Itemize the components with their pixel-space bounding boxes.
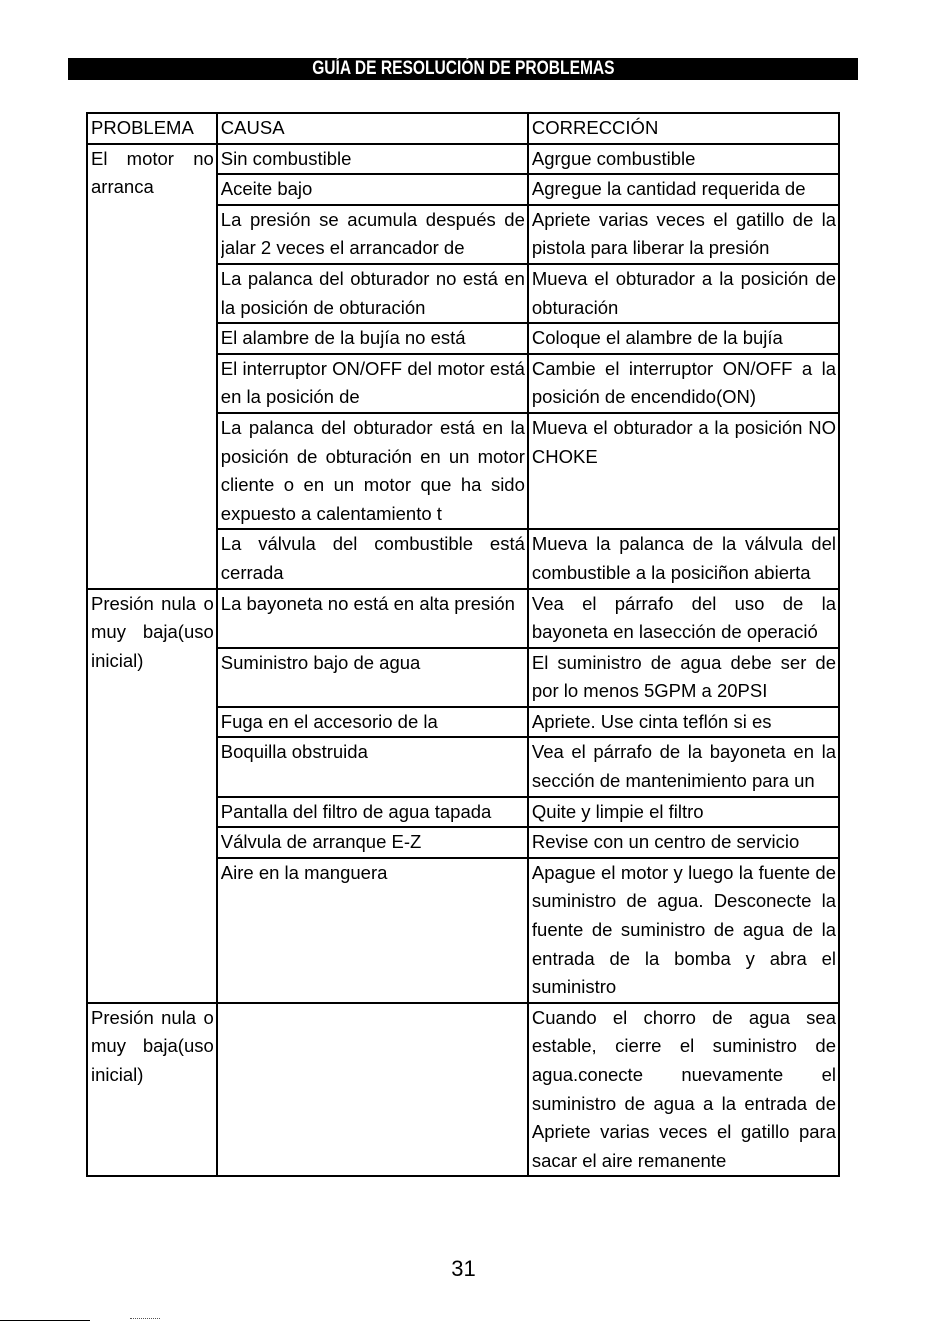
cause-text: Sin combustible <box>220 147 352 169</box>
correction-text: Mueva el obturador a la posición NO CHOKE <box>531 416 836 467</box>
page-number: 31 <box>451 1256 476 1281</box>
cause-text: La palanca del obturador está en la posición de obturación en un motor cliente o en un motor que ha sido expuesto a calentamiento t <box>220 416 525 524</box>
cause-cell <box>217 827 528 858</box>
problem-text: Presión nula o muy baja(uso inicial) <box>91 1006 214 1086</box>
cause-cell <box>217 648 528 707</box>
cause-cell <box>217 858 528 1003</box>
problem-text: Presión nula o muy baja(uso inicial) <box>91 592 214 671</box>
header-correction: CORRECCIÓN <box>528 113 839 144</box>
correction-text: Apriete varias veces el gatillo de la pistola para liberar la presión <box>531 208 836 259</box>
correction-cell <box>528 323 839 354</box>
cause-text: Aire en la manguera <box>220 861 388 883</box>
cause-cell <box>217 413 528 529</box>
correction-text: Vea el párrafo de la bayoneta en la sección de mantenimiento para un <box>531 741 836 792</box>
cause-text: La palanca del obturador no está en la posición de obturación <box>220 267 525 318</box>
cause-cell <box>217 1003 528 1177</box>
cause-text: Fuga en el accesorio de la <box>220 710 438 732</box>
correction-text: El suministro de agua debe ser de por lo menos 5GPM a 20PSI <box>531 651 836 702</box>
correction-text: Quite y limpie el filtro <box>531 800 704 822</box>
correction-cell <box>528 205 839 264</box>
correction-cell <box>528 413 839 529</box>
cause-text: La presión se acumula después de jalar 2 veces el arrancador de <box>220 208 525 259</box>
cause-text <box>221 1004 525 1176</box>
correction-text: Revise con un centro de servicio <box>531 831 800 853</box>
correction-cell <box>528 858 839 1003</box>
correction-cell <box>528 797 839 828</box>
cause-text: El interruptor ON/OFF del motor está en la posición de <box>220 357 525 408</box>
correction-text: Apague el motor y luego la fuente de suministro de agua. Desconecte la fuente de suministro de agua de la entrada de la bomba y abra el suministro <box>531 861 836 998</box>
table-row <box>87 589 839 648</box>
footer-rule <box>0 1320 90 1321</box>
correction-cell <box>528 264 839 323</box>
page-title: GUÍA DE RESOLUCIÓN DE PROBLEMAS <box>311 58 615 79</box>
cause-cell <box>217 589 528 648</box>
cause-text: Aceite bajo <box>220 178 313 200</box>
cause-text: Boquilla obstruida <box>220 741 368 763</box>
cause-cell <box>217 144 528 175</box>
correction-text: Apriete. Use cinta teflón si es <box>531 710 772 732</box>
cause-text: Pantalla del filtro de agua tapada <box>220 800 492 822</box>
cause-cell <box>217 529 528 588</box>
cause-text: La válvula del combustible está cerrada <box>220 533 525 583</box>
cause-cell <box>217 205 528 264</box>
cause-text: Válvula de arranque E-Z <box>220 831 422 853</box>
cause-text: La bayoneta no está en alta presión <box>220 592 515 614</box>
correction-cell <box>528 529 839 588</box>
correction-text: Mueva la palanca de la válvula del combustible a la posiciñon abierta <box>531 533 836 583</box>
cause-text: El alambre de la bujía no está <box>220 327 466 349</box>
cause-cell <box>217 264 528 323</box>
correction-text: Agregue la cantidad requerida de <box>531 178 806 200</box>
correction-cell <box>528 1003 839 1177</box>
correction-text: Cambie el interruptor ON/OFF a la posición de encendido(ON) <box>531 357 836 408</box>
correction-cell <box>528 827 839 858</box>
problem-text: El motor no arranca <box>91 147 214 198</box>
correction-text: Vea el párrafo del uso de la bayoneta en lasección de operació <box>531 592 836 643</box>
correction-cell <box>528 707 839 738</box>
header-cause: CAUSA <box>217 113 528 144</box>
problem-cell <box>87 1003 217 1177</box>
troubleshooting-table <box>86 112 840 1177</box>
correction-cell <box>528 144 839 175</box>
table-row <box>87 144 839 175</box>
correction-cell <box>528 174 839 205</box>
cause-cell <box>217 707 528 738</box>
problem-cell <box>87 589 217 1003</box>
cause-text: Suministro bajo de agua <box>220 651 421 673</box>
correction-cell <box>528 648 839 707</box>
cause-cell <box>217 797 528 828</box>
correction-cell <box>528 354 839 413</box>
correction-text: Cuando el chorro de agua sea estable, cierre el suministro de agua.conecte nuevamente el suministro de agua a la entrada de Apriete varias veces el gatillo para sacar el aire remanente <box>531 1006 836 1171</box>
cause-cell <box>217 737 528 796</box>
cause-cell <box>217 354 528 413</box>
footer-marks <box>130 1318 160 1322</box>
title-bar <box>68 58 858 80</box>
cause-cell <box>217 323 528 354</box>
table-row <box>87 1003 839 1177</box>
table-body <box>87 144 839 1177</box>
cause-cell <box>217 174 528 205</box>
correction-text: Agrgue combustible <box>531 147 696 169</box>
table-header-row <box>87 113 839 144</box>
correction-cell <box>528 589 839 648</box>
correction-text: Coloque el alambre de la bujía <box>531 327 783 349</box>
header-problem: PROBLEMA <box>87 113 217 144</box>
correction-cell <box>528 737 839 796</box>
problem-cell <box>87 144 217 589</box>
correction-text: Mueva el obturador a la posición de obturación <box>531 267 836 318</box>
